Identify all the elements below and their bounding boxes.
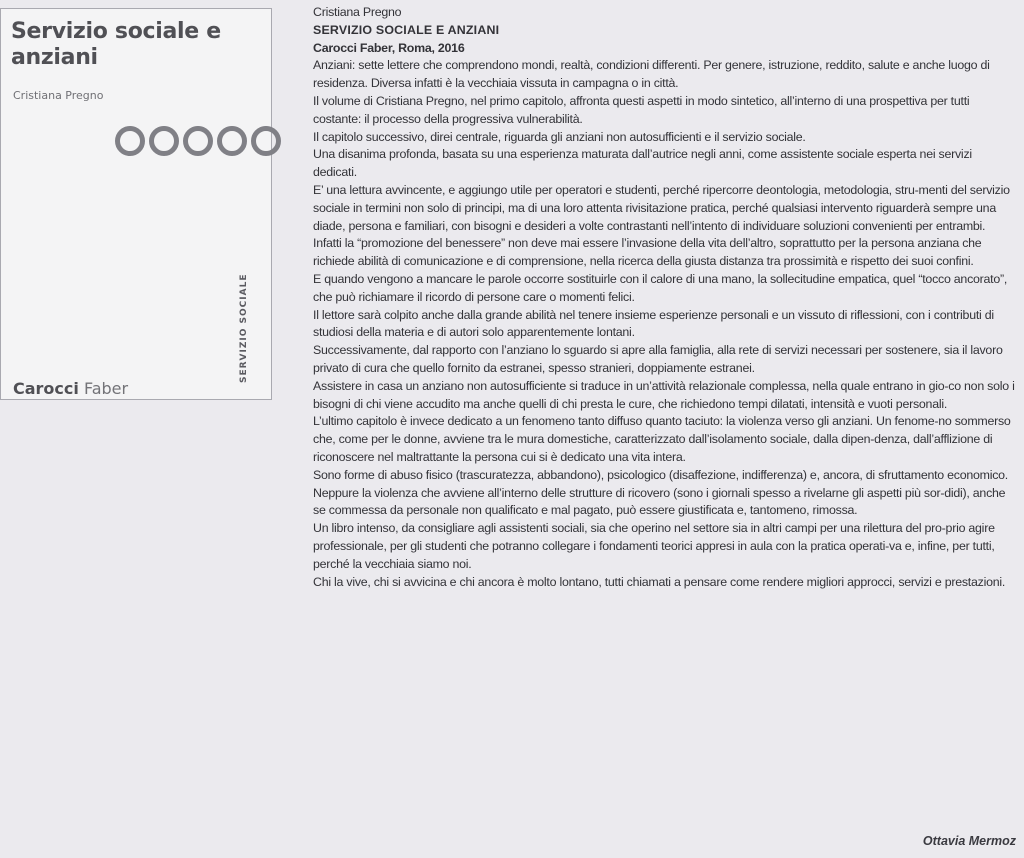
review-book-author: Cristiana Pregno	[313, 5, 402, 19]
review-paragraph: Sono forme di abuso fisico (trascuratezza, abbandono), psicologico (disaffezione, indifferenza) e, ancora, di sfruttamento economico.	[313, 467, 1008, 482]
review-paragraph: Neppure la violenza che avviene all’interno delle strutture di ricovero (sono i giornali spesso a rivelarne gli aspetti più sor-didi), anche se commessa da personale non qualificato e mal pagato, può essere giustificata e, tantomeno, rimossa.	[313, 485, 1006, 518]
review-paragraph: Infatti la “promozione del benessere” non deve mai essere l’invasione della vita dell’altro, soprattutto per la persona anziana che richiede abilità di comunicazione e di comprensione, nella ricerca della giusta distanza tra prossimità e rispetto dei suoi confini.	[313, 236, 982, 269]
book-cover	[0, 8, 272, 400]
publisher-name-part2: Faber	[83, 379, 129, 398]
review-paragraph: E’ una lettura avvincente, e aggiungo utile per operatori e studenti, perché ripercorre deontologia, metodologia, stru-menti del servizio sociale in termini non solo di principi, ma di una loro attenta rivisitazione pratica, perché qualsiasi intervento riguarderà sempre una diade, persona e familiari, con bisogni e desideri a volte contrastanti nell’intento di individuare soluzioni convenienti per entrambi.	[313, 182, 1010, 233]
review-paragraph: Un libro intenso, da consigliare agli assistenti sociali, sia che operino nel settore sia in altri campi per una rilettura del pro-prio agire professionale, per gli studenti che potranno collegare i fondamenti teorici appresi in aula con la pratica operati-va e, infine, per tutti, perché la vecchiaia siamo noi.	[313, 521, 995, 571]
circle-icon	[149, 126, 179, 156]
review-paragraph: Assistere in casa un anziano non autosufficiente si traduce in un’attività relazionale complessa, nella quale entrano in gio-co non solo i bisogni di chi viene accudito ma anche quelli di chi presta le cure, che richiedono tempi dilatati, intensità e vuoti personali.	[313, 378, 1015, 411]
circle-icon	[251, 126, 281, 156]
review-paragraph: Chi la vive, chi si avvicina e chi ancora è molto lontano, tutti chiamati a pensare come rendere migliori approcci, servizi e prestazioni.	[313, 574, 1006, 589]
circle-icon	[115, 126, 145, 156]
review-paragraph: Il lettore sarà colpito anche dalla grande abilità nel tenere insieme esperienze personali e un vissuto di riflessioni, con i contributi di studiosi della materia e di autori solo apparentemente lontani.	[313, 307, 994, 340]
review-paragraph: Successivamente, dal rapporto con l’anziano lo sguardo si apre alla famiglia, alla rete di servizi necessari per sostenere, sia il lavoro privato di cura che quello fornito da estranei, spesso stranieri, doppiamente estranei.	[313, 343, 1003, 375]
cover-title: Servizio sociale e anziani	[11, 19, 221, 70]
review-paragraph: Il volume di Cristiana Pregno, nel primo capitolo, affronta questi aspetti in modo sintetico, all’interno di una prospettiva per tutti costante: il processo della progressiva vulnerabilità.	[313, 93, 970, 126]
review-book-title: SERVIZIO SOCIALE E ANZIANI	[313, 22, 500, 37]
circle-icon	[217, 126, 247, 156]
series-circles-logo	[115, 126, 281, 156]
cover-author: Cristiana Pregno	[13, 89, 104, 102]
review-paragraph: Anziani: sette lettere che comprendono mondi, realtà, condizioni differenti. Per genere, istruzione, reddito, salute e anche luogo di residenza. Diversa infatti è la vecchiaia vissuta in campagna o in città.	[313, 58, 990, 91]
review-publisher-line: Carocci Faber, Roma, 2016	[313, 40, 465, 55]
review-paragraph: E quando vengono a mancare le parole occorre sostituirle con il calore di una mano, la sollecitudine empatica, quel “tocco ancorato”, che può richiamare il ricordo di persone care o momenti felici.	[313, 271, 1008, 304]
review-paragraph: Una disanima profonda, basata su una esperienza maturata dall’autrice negli anni, come assistente sociale esperta nei servizi dedicati.	[313, 147, 972, 180]
review-signature: Ottavia Mermoz	[922, 834, 1016, 848]
publisher-name-part1: Carocci	[13, 379, 79, 398]
review-paragraph: Il capitolo successivo, direi centrale, riguarda gli anziani non autosufficienti e il servizio sociale.	[313, 129, 806, 144]
review-paragraph: L’ultimo capitolo è invece dedicato a un fenomeno tanto diffuso quanto taciuto: la violenza verso gli anziani. Un fenome-no sommerso che, come per le donne, avviene tra le mura domestiche, caratterizzato dall’isolamento sociale, dalla dipen-denza, dall’afflizione di riconoscere nel maltrattante la persona cui si è dedicato una vita intera.	[313, 414, 1011, 464]
circle-icon	[183, 126, 213, 156]
review-article	[313, 4, 1018, 591]
cover-publisher	[13, 379, 128, 398]
series-label: SERVIZIO SOCIALE	[239, 273, 249, 383]
